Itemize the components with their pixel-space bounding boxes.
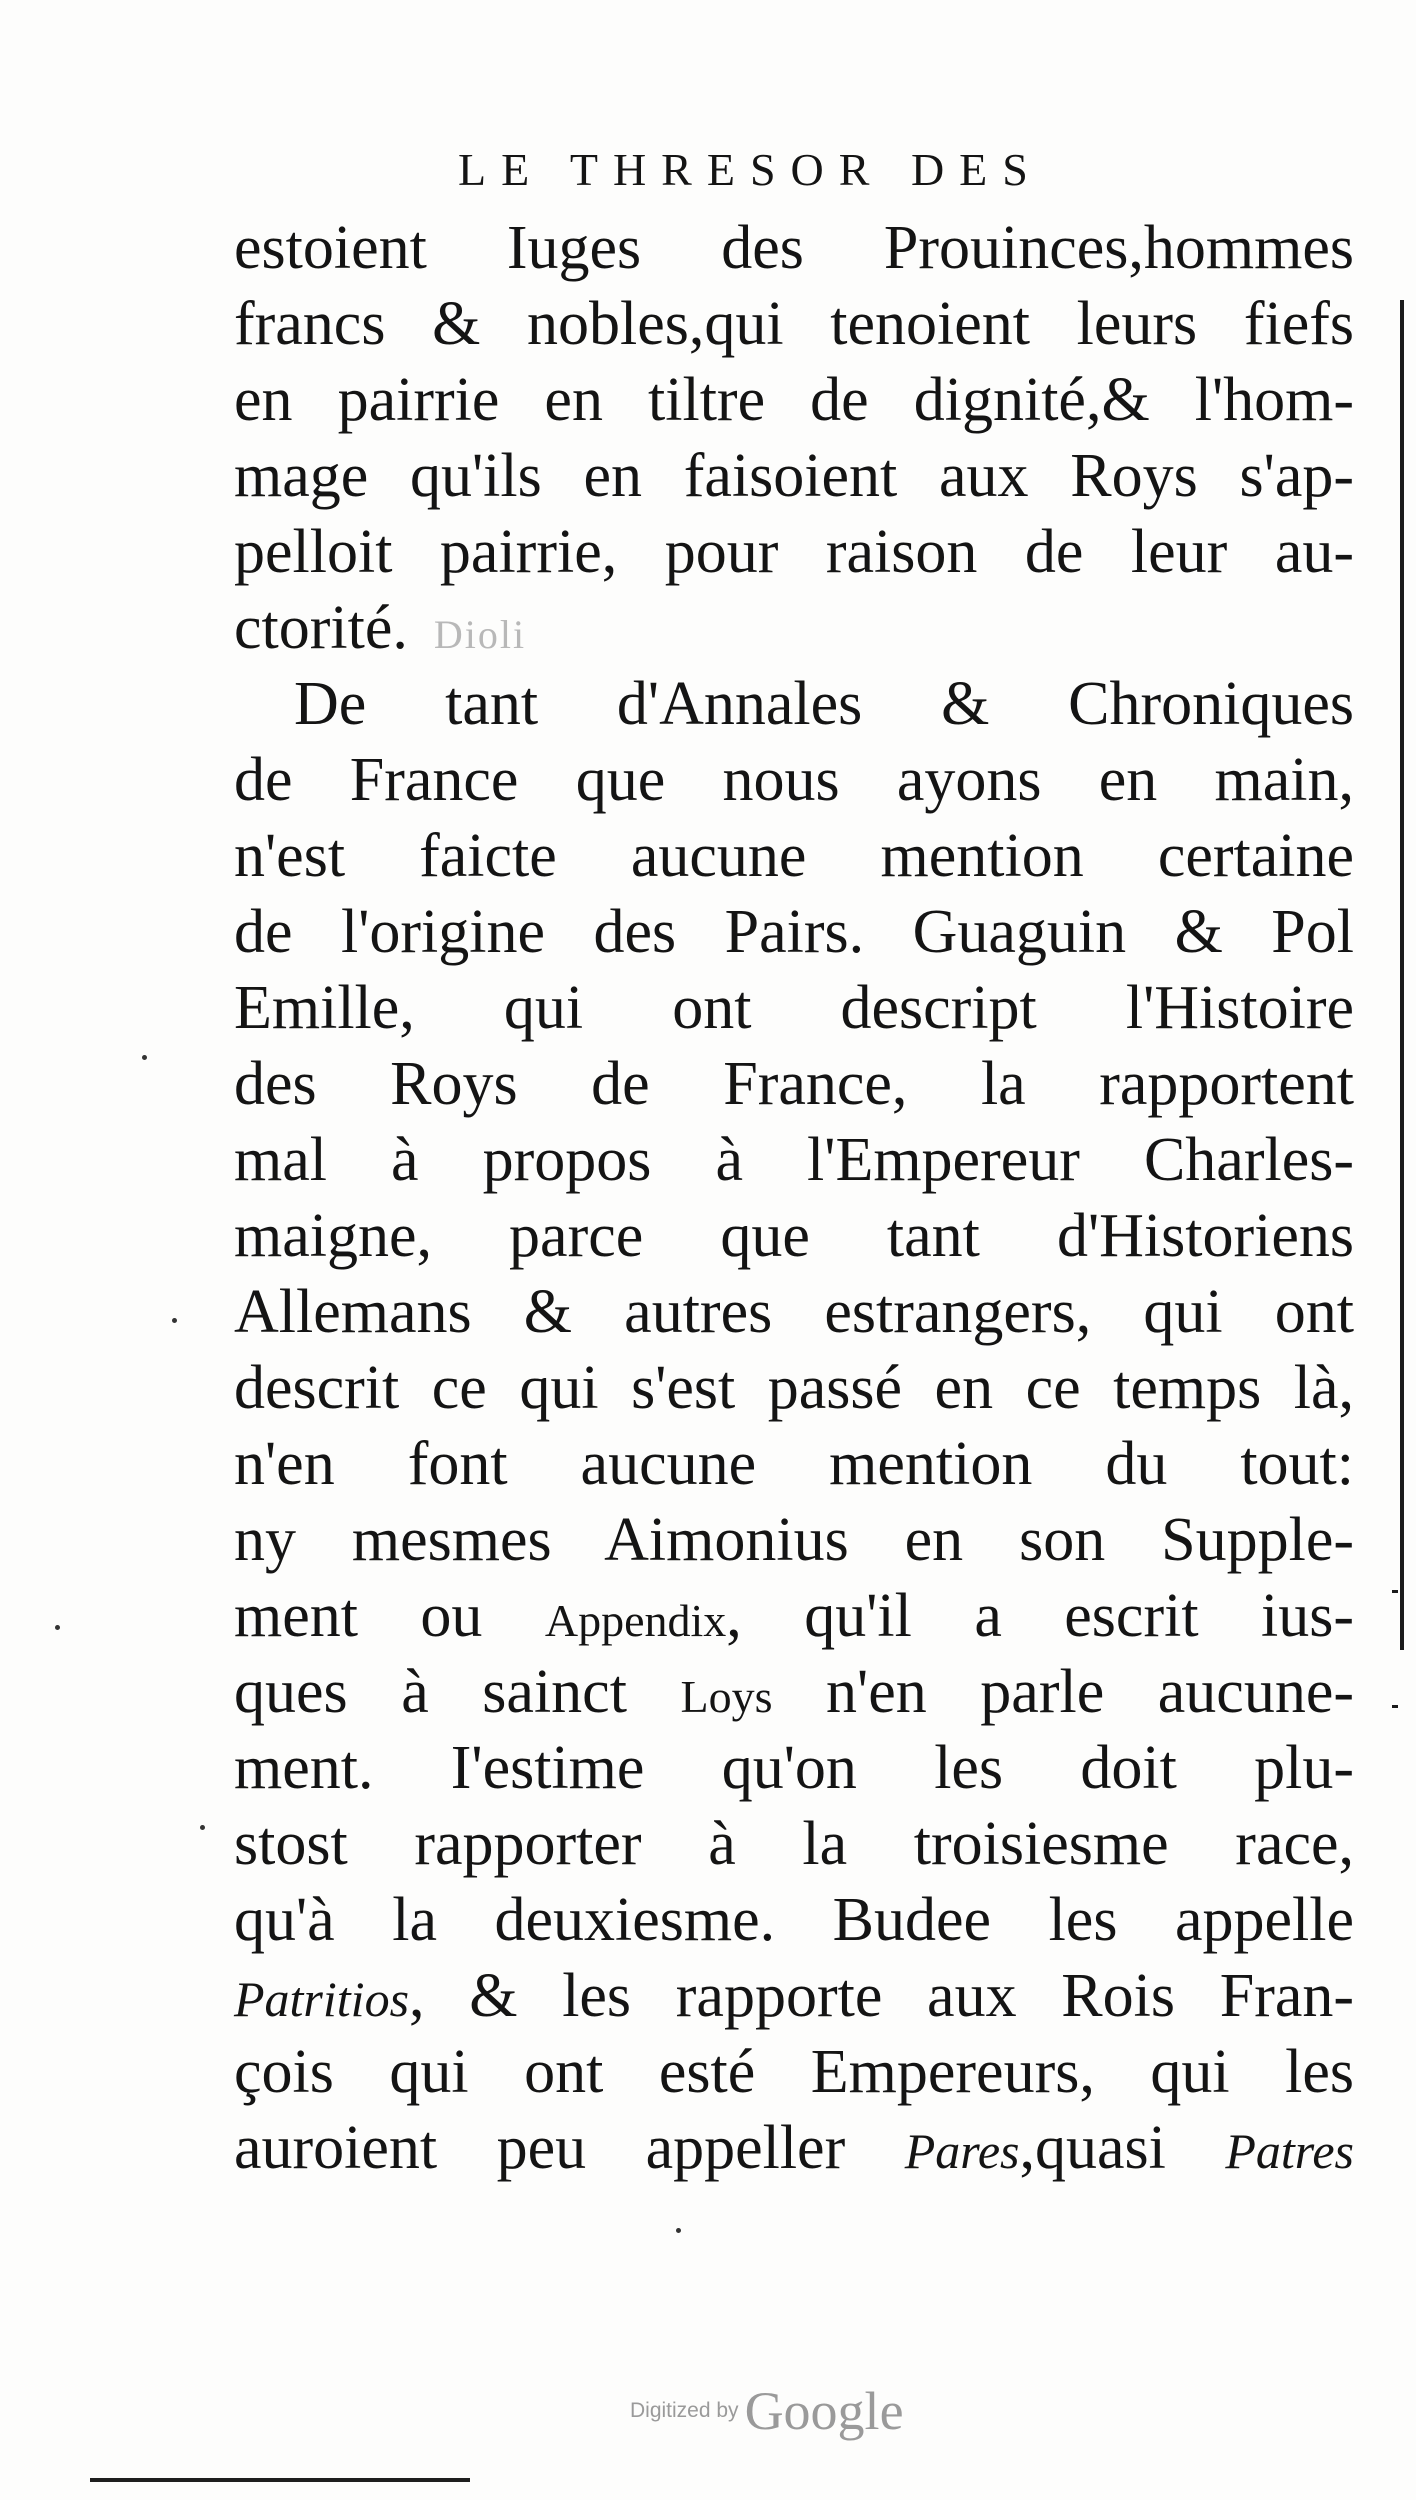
text-line-end <box>234 590 1354 666</box>
text-fragment: ctorité. <box>234 594 408 662</box>
paragraph-first-line: De tant d'Annales & Chroniques <box>294 670 1354 738</box>
page-edge-shadow <box>1390 0 1416 2500</box>
text-line: de France que nous ayons en main, <box>234 746 1354 814</box>
text-line <box>234 1654 1354 1730</box>
text-line: ny mesmes Aimonius en son Supple- <box>234 1506 1354 1574</box>
text-line: en pairrie en tiltre de dignité,& l'hom- <box>234 366 1354 434</box>
body-text <box>234 210 1354 2186</box>
edge-tick <box>1392 1590 1398 1593</box>
text-line: de l'origine des Pairs. Guaguin & Pol <box>234 898 1354 966</box>
text-line <box>234 2110 1354 2186</box>
text-line: qu'à la deuxiesme. Budee les appelle <box>234 1886 1354 1954</box>
text-line <box>234 1578 1354 1654</box>
italic-word: Pares <box>904 2123 1020 2179</box>
text-line: pelloit pairrie, pour raison de leur au- <box>234 518 1354 586</box>
running-head: LE THRESOR DES <box>458 144 1043 195</box>
ink-speck <box>55 1625 60 1630</box>
text-line: maigne, parce que tant d'Historiens <box>234 1202 1354 1270</box>
ink-speck <box>172 1318 177 1323</box>
text-line: n'en font aucune mention du tout: <box>234 1430 1354 1498</box>
text-fragment: , & les rapporte aux Rois Fran- <box>409 1962 1354 2030</box>
text-fragment: ,quasi <box>1019 2114 1226 2182</box>
edge-tick <box>1392 1705 1398 1708</box>
text-line: francs & nobles,qui tenoient leurs fiefs <box>234 290 1354 358</box>
smallcaps-word: Loys <box>680 1671 773 1722</box>
watermark-prefix: Digitized by <box>630 2399 739 2422</box>
italic-word: Patres <box>1225 2123 1355 2179</box>
text-line: Allemans & autres estrangers, qui ont <box>234 1278 1354 1346</box>
text-line: stost rapporter à la troisiesme race, <box>234 1810 1354 1878</box>
text-line: descrit ce qui s'est passé en ce temps là, <box>234 1354 1354 1422</box>
text-fragment: ment ou <box>234 1582 545 1650</box>
text-line: mage qu'ils en faisoient aux Roys s'ap- <box>234 442 1354 510</box>
ink-speck <box>200 1825 205 1830</box>
text-fragment: auroient peu appeller <box>234 2114 905 2182</box>
watermark-brand: Google <box>744 2381 904 2441</box>
text-fragment: n'en parle aucune- <box>772 1658 1354 1726</box>
text-line: çois qui ont esté Empereurs, qui les <box>234 2038 1354 2106</box>
text-line: mal à propos à l'Empereur Charles- <box>234 1126 1354 1194</box>
text-fragment: , qu'il a escrit ius- <box>726 1582 1354 1650</box>
edge-rule <box>1400 300 1404 1650</box>
text-line: des Roys de France, la rapportent <box>234 1050 1354 1118</box>
digitization-watermark <box>630 2380 950 2450</box>
scan-edge-line <box>90 2478 470 2482</box>
text-line <box>234 1958 1354 2034</box>
text-line: Emille, qui ont descript l'Histoire <box>234 974 1354 1042</box>
bleed-through-text: Dioli <box>433 612 527 657</box>
ink-speck <box>676 2228 681 2233</box>
italic-word: Patritios <box>234 1971 410 2027</box>
text-line: estoient Iuges des Prouinces,hommes <box>234 214 1354 282</box>
text-line: ment. I'estime qu'on les doit plu- <box>234 1734 1354 1802</box>
text-fragment: ques à sainct <box>234 1658 681 1726</box>
ink-speck <box>142 1055 147 1060</box>
smallcaps-word: Appendix <box>544 1595 727 1646</box>
text-line: n'est faicte aucune mention certaine <box>234 822 1354 890</box>
